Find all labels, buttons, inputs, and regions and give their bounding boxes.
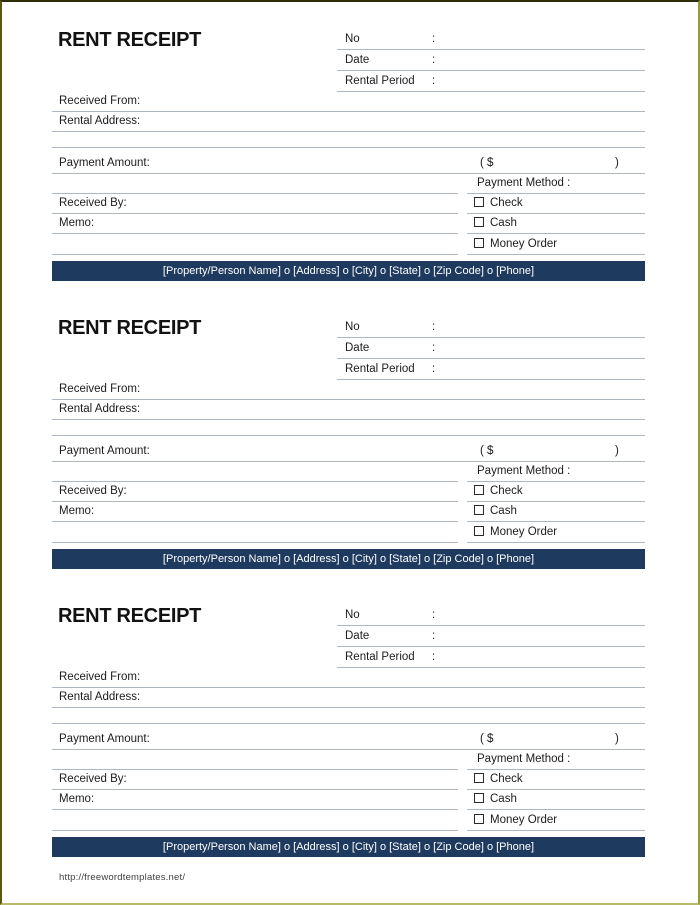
check-label: Check [490,197,523,209]
amount-paren-close: ) [615,445,619,457]
money-order-label: Money Order [490,526,558,538]
cash-option-row [467,789,645,810]
received-by-input-line[interactable] [52,769,458,790]
check-checkbox-icon[interactable] [474,197,484,207]
memo-label: Memo: [59,505,95,517]
check-option-row [467,481,645,502]
received-by-label: Received By: [59,773,127,785]
payment-method-label: Payment Method : [477,465,571,477]
property-contact-footer-bar: [Property/Person Name] o [Address] o [City] o [State] o [Zip Code] o [Phone] [52,261,645,281]
receipt-title: RENT RECEIPT [58,29,202,51]
rent-receipt-section [52,27,645,283]
received-by-input-line[interactable] [52,193,458,214]
received-from-label: Received From: [59,383,141,395]
cash-checkbox-icon[interactable] [474,505,484,515]
rental-period-label: Rental Period [345,651,415,663]
rent-receipt-section [52,603,645,859]
date-colon: : [432,342,436,354]
blank-left-line[interactable] [52,173,458,194]
received-from-input-line[interactable] [52,91,645,112]
rental-address-input-line[interactable] [52,687,645,708]
rental-address-label: Rental Address: [59,115,141,127]
amount-paren-open: ( $ [480,733,494,745]
date-colon: : [432,630,436,642]
rental-address-input-line[interactable] [52,111,645,132]
received-from-input-line[interactable] [52,667,645,688]
memo-overflow-line[interactable] [52,522,458,543]
money-order-checkbox-icon[interactable] [474,814,484,824]
rent-receipt-section [52,315,645,571]
memo-label: Memo: [59,793,95,805]
money-order-option-row [467,522,645,543]
payment-method-row [467,749,645,770]
property-contact-footer-bar: [Property/Person Name] o [Address] o [City] o [State] o [Zip Code] o [Phone] [52,549,645,569]
no-colon: : [432,33,436,45]
date-label: Date [345,54,370,66]
check-checkbox-icon[interactable] [474,485,484,495]
payment-amount-input-line[interactable] [52,153,645,174]
received-from-input-line[interactable] [52,379,645,400]
payment-method-label: Payment Method : [477,177,571,189]
rental-address-overflow-line[interactable] [52,419,645,436]
rental-address-label: Rental Address: [59,691,141,703]
memo-overflow-line[interactable] [52,810,458,831]
check-label: Check [490,773,523,785]
rental-period-input-line[interactable] [337,71,645,92]
date-input-line[interactable] [337,626,645,647]
money-order-checkbox-icon[interactable] [474,238,484,248]
rental-period-input-line[interactable] [337,647,645,668]
payment-method-label: Payment Method : [477,753,571,765]
no-label: No [345,321,360,333]
memo-input-line[interactable] [52,501,458,522]
no-label: No [345,609,360,621]
cash-label: Cash [490,505,517,517]
date-label: Date [345,630,370,642]
no-input-line[interactable] [337,317,645,338]
payment-method-row [467,173,645,194]
memo-label: Memo: [59,217,95,229]
payment-method-row [467,461,645,482]
cash-label: Cash [490,217,517,229]
no-input-line[interactable] [337,29,645,50]
no-input-line[interactable] [337,605,645,626]
payment-amount-input-line[interactable] [52,441,645,462]
date-input-line[interactable] [337,50,645,71]
cash-option-row [467,501,645,522]
payment-amount-label: Payment Amount: [59,157,150,169]
check-checkbox-icon[interactable] [474,773,484,783]
payment-amount-input-line[interactable] [52,729,645,750]
date-input-line[interactable] [337,338,645,359]
rental-period-colon: : [432,651,436,663]
rental-period-input-line[interactable] [337,359,645,380]
amount-paren-close: ) [615,157,619,169]
check-label: Check [490,485,523,497]
cash-checkbox-icon[interactable] [474,217,484,227]
no-label: No [345,33,360,45]
date-label: Date [345,342,370,354]
receipt-title: RENT RECEIPT [58,605,202,627]
rental-address-overflow-line[interactable] [52,707,645,724]
money-order-checkbox-icon[interactable] [474,526,484,536]
check-option-row [467,193,645,214]
memo-overflow-line[interactable] [52,234,458,255]
footer-url: http://freewordtemplates.net/ [59,872,186,883]
received-from-label: Received From: [59,671,141,683]
blank-left-line[interactable] [52,749,458,770]
rental-address-overflow-line[interactable] [52,131,645,148]
cash-option-row [467,213,645,234]
property-contact-footer-bar: [Property/Person Name] o [Address] o [City] o [State] o [Zip Code] o [Phone] [52,837,645,857]
rental-period-label: Rental Period [345,75,415,87]
money-order-option-row [467,810,645,831]
no-colon: : [432,321,436,333]
received-by-input-line[interactable] [52,481,458,502]
received-by-label: Received By: [59,197,127,209]
amount-paren-open: ( $ [480,445,494,457]
payment-amount-label: Payment Amount: [59,445,150,457]
rental-period-colon: : [432,363,436,375]
received-by-label: Received By: [59,485,127,497]
cash-label: Cash [490,793,517,805]
received-from-label: Received From: [59,95,141,107]
blank-left-line[interactable] [52,461,458,482]
amount-paren-open: ( $ [480,157,494,169]
money-order-label: Money Order [490,814,558,826]
amount-paren-close: ) [615,733,619,745]
money-order-option-row [467,234,645,255]
rental-period-label: Rental Period [345,363,415,375]
receipt-title: RENT RECEIPT [58,317,202,339]
memo-input-line[interactable] [52,789,458,810]
date-colon: : [432,54,436,66]
memo-input-line[interactable] [52,213,458,234]
cash-checkbox-icon[interactable] [474,793,484,803]
rental-period-colon: : [432,75,436,87]
no-colon: : [432,609,436,621]
rental-address-input-line[interactable] [52,399,645,420]
rental-address-label: Rental Address: [59,403,141,415]
check-option-row [467,769,645,790]
money-order-label: Money Order [490,238,558,250]
payment-amount-label: Payment Amount: [59,733,150,745]
